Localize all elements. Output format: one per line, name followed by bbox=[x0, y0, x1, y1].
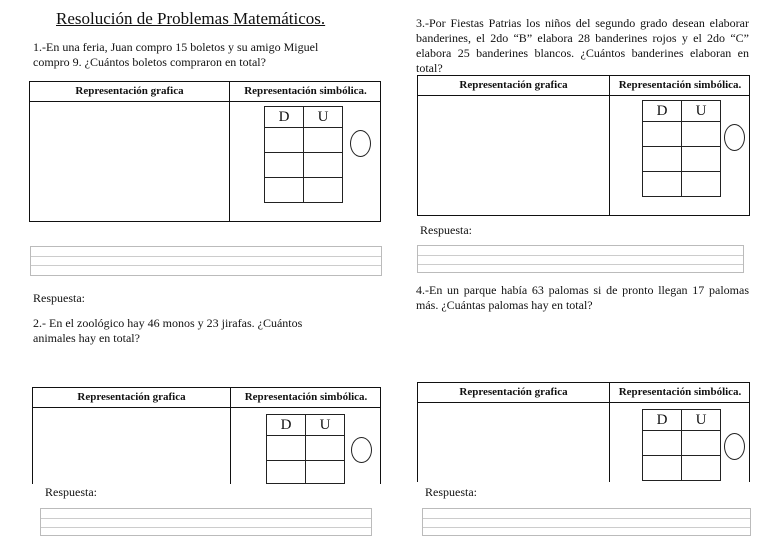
writing-line bbox=[423, 518, 750, 519]
tens-header: D bbox=[643, 101, 682, 122]
du-cell[interactable] bbox=[265, 128, 304, 153]
du-cell[interactable] bbox=[306, 436, 345, 461]
du-cell[interactable] bbox=[682, 172, 721, 197]
du-cell[interactable] bbox=[643, 456, 682, 481]
du-cell[interactable] bbox=[304, 128, 343, 153]
problem-3-text: 3.-Por Fiestas Patrias los niños del segundo grado desean elaborar banderines, el 2do “B” elabora 28 banderines rojos y el 2do “C” elabora 25 banderines blancos. ¿Cuántos banderines elaboran en total? bbox=[416, 16, 749, 75]
place-value-grid bbox=[642, 100, 721, 197]
header-representacion-simbolica: Representación simbólica. bbox=[618, 386, 742, 398]
du-cell[interactable] bbox=[643, 147, 682, 172]
problem-2-text: 2.- En el zoológico hay 46 monos y 23 jirafas. ¿Cuántos animales hay en total? bbox=[33, 316, 303, 345]
du-cell[interactable] bbox=[643, 431, 682, 456]
du-cell[interactable] bbox=[682, 122, 721, 147]
writing-line bbox=[418, 255, 743, 256]
du-cell[interactable] bbox=[265, 178, 304, 203]
answer-label-1: Respuesta: bbox=[33, 291, 85, 305]
answer-lines-3[interactable] bbox=[417, 245, 744, 273]
header-representacion-grafica: Representación grafica bbox=[75, 85, 184, 97]
du-cell[interactable] bbox=[682, 147, 721, 172]
column-divider bbox=[609, 76, 610, 215]
graphic-representation-area[interactable] bbox=[32, 104, 226, 219]
units-header: U bbox=[304, 107, 343, 128]
problem-1-table bbox=[29, 81, 381, 222]
column-divider bbox=[609, 383, 610, 482]
header-representacion-simbolica: Representación simbólica. bbox=[244, 391, 368, 403]
du-cell[interactable] bbox=[682, 431, 721, 456]
header-representacion-simbolica: Representación simbólica. bbox=[244, 85, 367, 97]
du-cell[interactable] bbox=[265, 153, 304, 178]
graphic-representation-area[interactable] bbox=[420, 98, 606, 213]
answer-label-2: Respuesta: bbox=[45, 485, 97, 499]
header-representacion-grafica: Representación grafica bbox=[77, 391, 186, 403]
du-cell[interactable] bbox=[267, 461, 306, 484]
writing-line bbox=[31, 265, 381, 266]
place-value-grid bbox=[264, 106, 343, 203]
du-cell[interactable] bbox=[306, 461, 345, 484]
units-header: U bbox=[682, 410, 721, 431]
answer-lines-1[interactable] bbox=[30, 246, 382, 276]
place-value-grid bbox=[266, 414, 345, 484]
problem-4-text: 4.-En un parque había 63 palomas si de pronto llegan 17 palomas más. ¿Cuántas palomas hay en total? bbox=[416, 283, 749, 312]
answer-label-4: Respuesta: bbox=[425, 485, 477, 499]
table-header-row bbox=[33, 388, 380, 408]
graphic-representation-area[interactable] bbox=[35, 410, 227, 482]
answer-lines-2[interactable] bbox=[40, 508, 372, 536]
graphic-representation-area[interactable] bbox=[420, 405, 606, 481]
du-cell[interactable] bbox=[304, 178, 343, 203]
writing-line bbox=[418, 264, 743, 265]
column-divider bbox=[230, 388, 231, 484]
problem-1-text: 1.-En una feria, Juan compro 15 boletos y su amigo Miguel compro 9. ¿Cuántos boletos compraron en total? bbox=[33, 40, 319, 69]
units-header: U bbox=[682, 101, 721, 122]
tens-header: D bbox=[265, 107, 304, 128]
problem-4-table bbox=[417, 382, 750, 482]
header-representacion-simbolica: Representación simbólica. bbox=[618, 79, 742, 91]
writing-line bbox=[41, 527, 371, 528]
place-value-grid bbox=[642, 409, 721, 481]
du-cell[interactable] bbox=[682, 456, 721, 481]
page-title: Resolución de Problemas Matemáticos. bbox=[56, 9, 326, 28]
answer-lines-4[interactable] bbox=[422, 508, 751, 536]
answer-label-3: Respuesta: bbox=[420, 223, 472, 237]
du-cell[interactable] bbox=[643, 172, 682, 197]
table-header-row bbox=[418, 383, 749, 403]
problem-2-table bbox=[32, 387, 381, 484]
header-representacion-grafica: Representación grafica bbox=[459, 79, 568, 91]
du-cell[interactable] bbox=[643, 122, 682, 147]
header-representacion-grafica: Representación grafica bbox=[459, 386, 568, 398]
tens-header: D bbox=[267, 415, 306, 436]
column-divider bbox=[229, 82, 230, 221]
units-header: U bbox=[306, 415, 345, 436]
table-header-row bbox=[418, 76, 749, 96]
du-cell[interactable] bbox=[267, 436, 306, 461]
writing-line bbox=[41, 518, 371, 519]
du-cell[interactable] bbox=[304, 153, 343, 178]
result-circle[interactable] bbox=[724, 124, 745, 151]
result-circle[interactable] bbox=[724, 433, 745, 460]
result-circle[interactable] bbox=[351, 437, 372, 463]
result-circle[interactable] bbox=[350, 130, 371, 157]
problem-3-table bbox=[417, 75, 750, 216]
tens-header: D bbox=[643, 410, 682, 431]
writing-line bbox=[423, 527, 750, 528]
table-header-row bbox=[30, 82, 380, 102]
writing-line bbox=[31, 256, 381, 257]
